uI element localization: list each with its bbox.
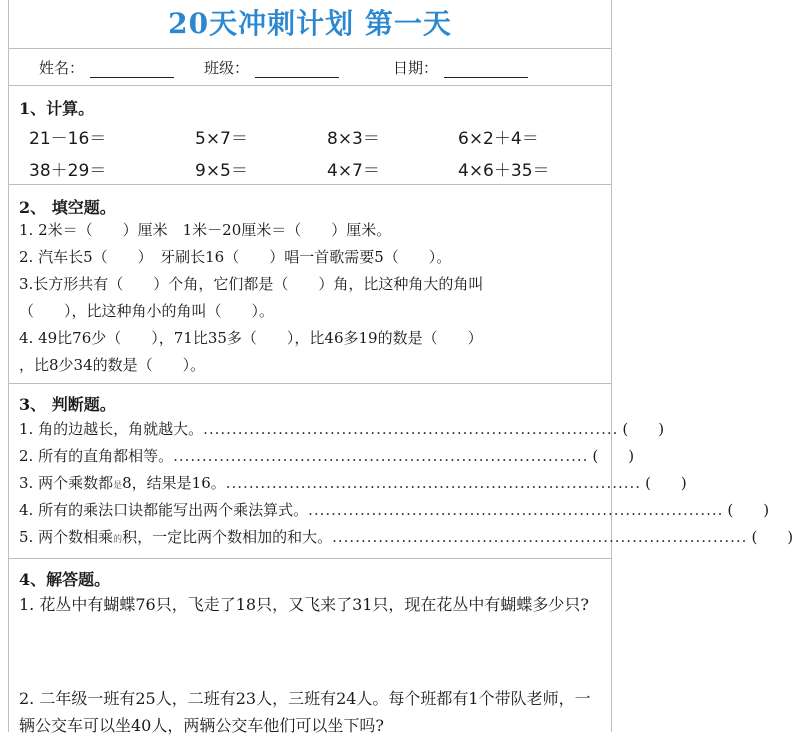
answer-parens[interactable]: ( ) xyxy=(727,501,770,519)
answer-parens[interactable]: ( ) xyxy=(592,447,635,465)
leader-dots: ........................................................................ xyxy=(203,420,619,438)
answer-parens[interactable]: ( ) xyxy=(751,528,793,546)
leader-dots: ........................................................................ xyxy=(308,501,724,519)
calculation-grid xyxy=(29,124,611,181)
class-field xyxy=(204,57,339,78)
calc-item: 4×6＋35＝ xyxy=(458,161,550,181)
name-field xyxy=(39,57,174,78)
fill-line: 2. 汽车长5（ ） 牙刷长16（ ）唱一首歌需要5（ ）。 xyxy=(19,248,452,266)
fill-line: 3.长方形共有（ ）个角，它们都是（ ）角，比这种角大的角叫 xyxy=(19,275,484,293)
class-blank[interactable] xyxy=(255,63,339,78)
judge-statement: 1. 角的边越长，角就越大。 xyxy=(19,420,204,438)
judge-text: 3. 两个乘数都 xyxy=(19,474,114,492)
leader-dots: ........................................................................ xyxy=(332,528,748,546)
calc-item: 21－16＝ xyxy=(29,129,107,149)
date-field xyxy=(393,57,528,78)
judge-statement: 4. 所有的乘法口诀都能写出两个乘法算式。 xyxy=(19,501,309,519)
section-title: 2、 填空题。 xyxy=(19,198,116,217)
fill-line: 1. 2米＝（ ）厘米 1米－20厘米＝（ ）厘米。 xyxy=(19,221,392,239)
section-word-problems xyxy=(9,559,611,739)
judge-text: 8，结果是16。 xyxy=(122,474,226,492)
answer-parens[interactable]: ( ) xyxy=(645,474,687,492)
judge-item xyxy=(19,470,687,497)
calc-item: 9×5＝ xyxy=(195,161,248,181)
student-info-row xyxy=(9,49,611,86)
judge-text: 积，一定比两个数相加的和大。 xyxy=(122,528,333,546)
calc-item: 6×2＋4＝ xyxy=(458,129,539,149)
judge-item xyxy=(19,443,635,470)
answer-parens[interactable]: ( ) xyxy=(622,420,665,438)
word-problem-2: 2. 二年级一班有25人，二班有23人，三班有24人。每个班都有1个带队老师，一辆公交车可以坐40人，两辆公交车他们可以坐下吗? xyxy=(19,689,591,735)
small-char: 是 xyxy=(113,481,123,491)
small-char: 的 xyxy=(113,535,123,545)
worksheet xyxy=(8,0,793,735)
fill-line: ，比8少34的数是（ ）。 xyxy=(19,356,206,374)
leader-dots: ........................................................................ xyxy=(225,474,642,492)
section-true-false xyxy=(9,384,793,559)
section-calculation xyxy=(9,86,611,185)
date-label: 日期： xyxy=(393,58,439,77)
calc-item: 8×3＝ xyxy=(327,129,380,149)
judge-statement: 2. 所有的直角都相等。 xyxy=(19,447,174,465)
judge-text: 5. 两个数相乘 xyxy=(19,528,114,546)
section-title: 1、计算。 xyxy=(19,99,95,118)
fill-line: （ ），比这种角小的角叫（ ）。 xyxy=(19,302,275,320)
section-title: 4、解答题。 xyxy=(19,570,111,589)
name-blank[interactable] xyxy=(90,63,174,78)
section-fill-in xyxy=(9,185,611,384)
judge-item xyxy=(19,497,770,524)
judge-statement xyxy=(19,470,226,497)
judge-item xyxy=(19,416,665,443)
section-title: 3、 判断题。 xyxy=(19,395,116,414)
date-blank[interactable] xyxy=(444,63,528,78)
judge-statement xyxy=(19,524,332,551)
worksheet-title: 20天冲刺计划 第一天 xyxy=(9,0,611,49)
answer-space[interactable] xyxy=(19,618,611,685)
class-label: 班级： xyxy=(204,58,250,77)
name-label: 姓名： xyxy=(39,58,85,77)
leader-dots: ........................................................................ xyxy=(173,447,589,465)
calc-item: 4×7＝ xyxy=(327,161,380,181)
calc-item: 38＋29＝ xyxy=(29,161,107,181)
fill-line: 4. 49比76少（ ），71比35多（ ），比46多19的数是（ ） xyxy=(19,329,483,347)
word-problem-1: 1. 花丛中有蝴蝶76只，飞走了18只，又飞来了31只，现在花丛中有蝴蝶多少只? xyxy=(19,595,590,614)
judge-item xyxy=(19,524,793,551)
calc-item: 5×7＝ xyxy=(195,129,248,149)
